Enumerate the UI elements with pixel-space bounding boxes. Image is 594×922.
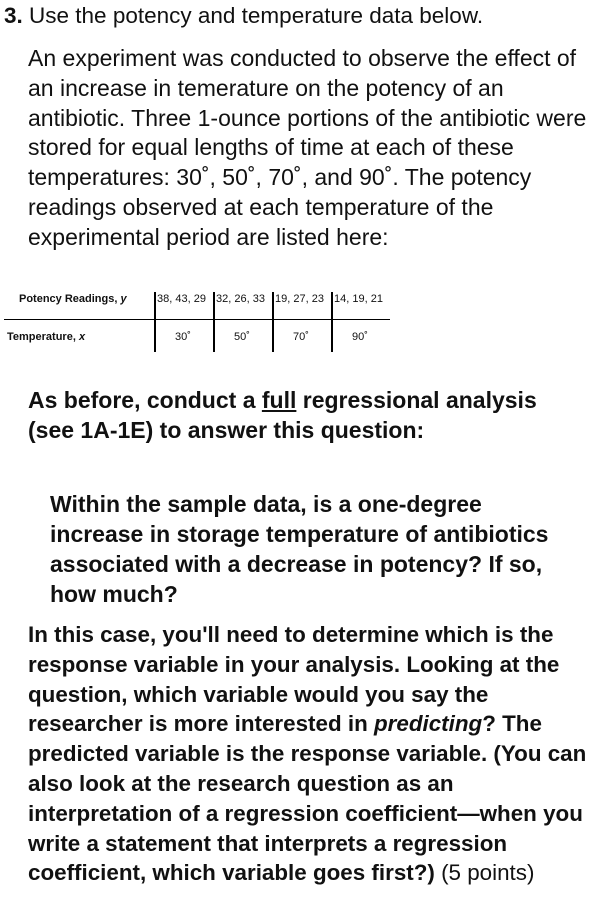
data-table <box>0 284 400 356</box>
potency-label-text: Potency Readings, <box>19 293 121 305</box>
guidance-paragraph <box>28 620 594 888</box>
temperature-cell: 70˚ <box>293 331 309 343</box>
question-header <box>4 2 483 30</box>
instruction-paragraph <box>28 385 568 445</box>
potency-row-label <box>19 293 127 305</box>
potency-variable: y <box>120 293 127 305</box>
question-prompt: Use the potency and temperature data below. <box>29 3 484 28</box>
temperature-variable: x <box>78 331 86 343</box>
table-divider-vertical <box>213 292 215 352</box>
temperature-label-text: Temperature, <box>7 331 79 343</box>
temperature-row-label <box>7 331 85 343</box>
temperature-cell: 50˚ <box>234 331 250 343</box>
question-number: 3. <box>4 3 23 28</box>
guidance-text: In this case, you'll need to determine which is the response variable in your analysis. Looking at the question, which variable would you say the researcher is more interested in <box>28 622 560 737</box>
table-divider-vertical <box>154 292 156 352</box>
instruction-emphasis: full <box>261 387 297 413</box>
potency-cell: 32, 26, 33 <box>216 293 265 305</box>
intro-paragraph: An experiment was conducted to observe the effect of an increase in temerature on the potency of an antibiotic. Three 1-ounce portions of the antibiotic were stored for equal lengths of time at each of these temperatures: 30˚, 50˚, 70˚, and 90˚. The potency readings observed at each temperature of the experimental period are listed here: <box>28 45 587 250</box>
guidance-text: ? The predicted variable is the response variable. (You can also look at the research question as an interpretation of a regression coefficient—when you write a statement that interprets a regression coefficient, which variable goes first?) <box>28 711 587 886</box>
points-label: (5 points) <box>434 860 535 886</box>
research-question: Within the sample data, is a one-degree increase in storage temperature of antibiotics associated with a decrease in potency? If so, how much? <box>50 491 549 607</box>
temperature-cell: 90˚ <box>352 331 368 343</box>
temperature-cell: 30˚ <box>175 331 191 343</box>
guidance-emphasis: predicting <box>373 711 483 737</box>
instruction-text: As before, conduct a <box>28 387 262 413</box>
potency-cell: 19, 27, 23 <box>275 293 324 305</box>
table-divider-vertical <box>331 292 333 352</box>
table-divider-vertical <box>272 292 274 352</box>
potency-cell: 14, 19, 21 <box>334 293 383 305</box>
instruction-text: regressional analysis (see 1A-1E) to answer this question: <box>28 387 537 443</box>
potency-cell: 38, 43, 29 <box>157 293 206 305</box>
